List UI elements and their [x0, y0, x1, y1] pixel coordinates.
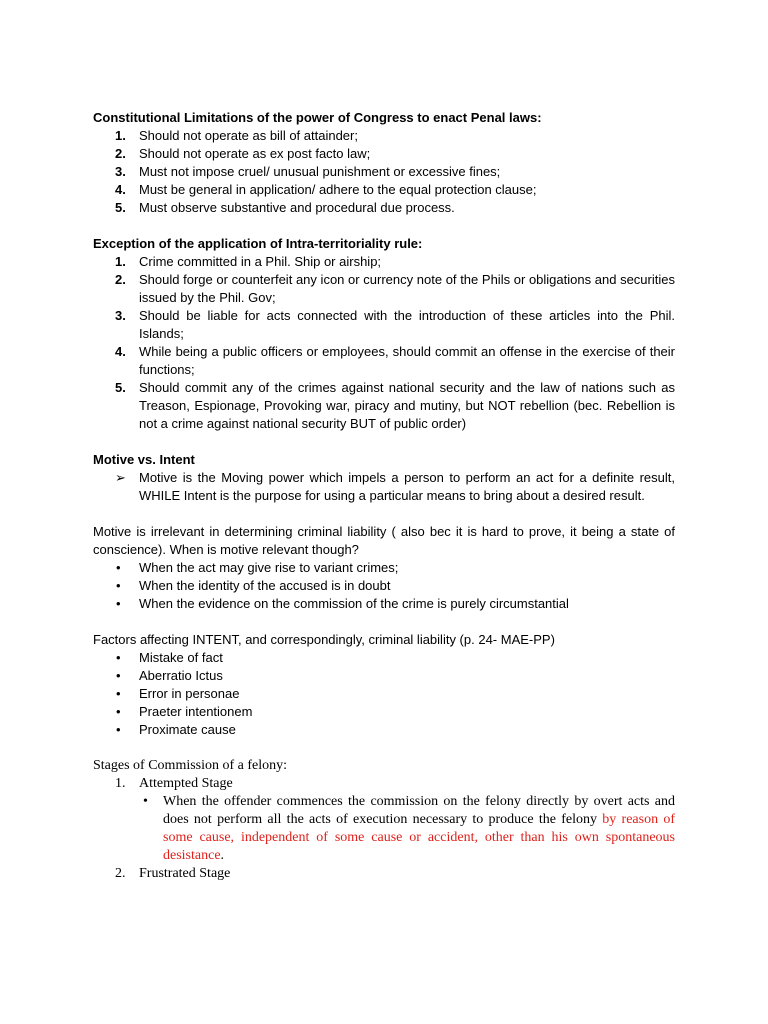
list-item — [93, 127, 675, 145]
numbered-list — [93, 253, 675, 433]
list-item-text: Praeter intentionem — [139, 704, 253, 719]
list-item-text: Must observe substantive and procedural due process. — [139, 200, 455, 215]
list-item — [93, 721, 675, 739]
numbered-list — [93, 775, 675, 793]
list-item-text: Should forge or counterfeit any icon or currency note of the Phils or obligations and securities issued by the Phil. Gov; — [139, 272, 675, 305]
list-item-text: Error in personae — [139, 686, 240, 701]
list-number: 1. — [115, 128, 126, 143]
list-item — [93, 163, 675, 181]
bullet-icon: • — [116, 596, 121, 611]
list-item — [93, 343, 675, 379]
bullet-icon: • — [116, 722, 121, 737]
list-item — [93, 775, 675, 793]
section-constitutional-limitations — [93, 109, 675, 217]
bullet-list — [93, 649, 675, 739]
list-item-text: When the evidence on the commission of the crime is purely circumstantial — [139, 596, 569, 611]
list-item — [93, 181, 675, 199]
list-number: 3. — [115, 308, 126, 323]
list-item — [93, 559, 675, 577]
numbered-list — [93, 127, 675, 217]
list-item-text: Aberratio Ictus — [139, 668, 223, 683]
list-item-text: When the offender commences the commission on the felony directly by overt acts and does not perform all the acts of execution necessary to produce the felony — [163, 794, 675, 827]
list-item-text: Should not operate as ex post facto law; — [139, 146, 371, 161]
list-number: 2. — [115, 146, 126, 161]
arrow-list — [93, 469, 675, 505]
section-intra-territoriality-exception — [93, 235, 675, 433]
list-item-text: When the act may give rise to variant crimes; — [139, 560, 399, 575]
list-item — [93, 199, 675, 217]
list-item-text: Must be general in application/ adhere to the equal protection clause; — [139, 182, 537, 197]
bullet-icon: • — [116, 668, 121, 683]
list-item-text: When the identity of the accused is in doubt — [139, 578, 391, 593]
stage-label: Attempted Stage — [139, 776, 233, 791]
list-item-text-end: . — [220, 848, 225, 863]
list-item — [93, 145, 675, 163]
list-item-text: Must not impose cruel/ unusual punishment or excessive fines; — [139, 164, 501, 179]
list-item-text: Mistake of fact — [139, 650, 223, 665]
list-number: 2. — [115, 272, 126, 287]
list-item — [93, 595, 675, 613]
list-number: 2. — [115, 866, 126, 881]
section-factors-affecting-intent — [93, 631, 675, 739]
bullet-icon: • — [116, 560, 121, 575]
section-heading: Motive vs. Intent — [93, 452, 195, 467]
list-item — [93, 649, 675, 667]
list-item — [93, 793, 675, 865]
numbered-list — [93, 865, 675, 883]
bullet-icon: • — [116, 650, 121, 665]
list-item-text: While being a public officers or employees, should commit an offense in the exercise of their functions; — [139, 344, 675, 377]
bullet-icon: • — [143, 794, 148, 809]
list-item — [93, 307, 675, 343]
list-number: 1. — [115, 776, 126, 791]
list-number: 4. — [115, 344, 126, 359]
section-heading: Stages of Commission of a felony: — [93, 758, 288, 773]
document-content — [93, 109, 675, 901]
paragraph: Factors affecting INTENT, and correspondingly, criminal liability (p. 24- MAE-PP) — [93, 632, 555, 647]
section-motive-irrelevant — [93, 523, 675, 613]
list-item — [93, 379, 675, 433]
list-number: 4. — [115, 182, 126, 197]
list-number: 5. — [115, 200, 126, 215]
list-item — [93, 271, 675, 307]
section-stages-of-felony — [93, 757, 675, 883]
list-item-text: Proximate cause — [139, 722, 236, 737]
list-item-text: Crime committed in a Phil. Ship or airship; — [139, 254, 382, 269]
list-number: 3. — [115, 164, 126, 179]
bullet-list — [93, 559, 675, 613]
list-item — [93, 667, 675, 685]
list-item — [93, 253, 675, 271]
section-heading: Exception of the application of Intra-territoriality rule: — [93, 236, 423, 251]
arrow-bullet-icon: ➢ — [115, 470, 126, 485]
list-item-text: Should not operate as bill of attainder; — [139, 128, 358, 143]
list-item — [93, 577, 675, 595]
list-number: 5. — [115, 380, 126, 395]
list-item-text: Should be liable for acts connected with the introduction of these articles into the Phil. Islands; — [139, 308, 675, 341]
list-item — [93, 469, 675, 505]
section-heading: Constitutional Limitations of the power of Congress to enact Penal laws: — [93, 110, 542, 125]
list-item — [93, 685, 675, 703]
list-item — [93, 703, 675, 721]
bullet-icon: • — [116, 686, 121, 701]
list-number: 1. — [115, 254, 126, 269]
section-motive-vs-intent — [93, 451, 675, 505]
paragraph: Motive is irrelevant in determining criminal liability ( also bec it is hard to prove, it being a state of conscience). When is motive relevant though? — [93, 524, 675, 557]
bullet-icon: • — [116, 578, 121, 593]
highlighted-text: by reason of some cause, independent of some cause or accident, other than his own spontaneous desistance — [163, 812, 675, 863]
bullet-icon: • — [116, 704, 121, 719]
list-item — [93, 865, 675, 883]
list-item-text: Should commit any of the crimes against national security and the law of nations such as Treason, Espionage, Provoking war, piracy and mutiny, but NOT rebellion (bec. Rebellion is not a crime against national security BUT of public order) — [139, 380, 675, 431]
stage-label: Frustrated Stage — [139, 866, 231, 881]
bullet-list — [93, 793, 675, 865]
list-item-text: Motive is the Moving power which impels a person to perform an act for a definite result, WHILE Intent is the purpose for using a particular means to bring about a desired result. — [139, 470, 675, 503]
